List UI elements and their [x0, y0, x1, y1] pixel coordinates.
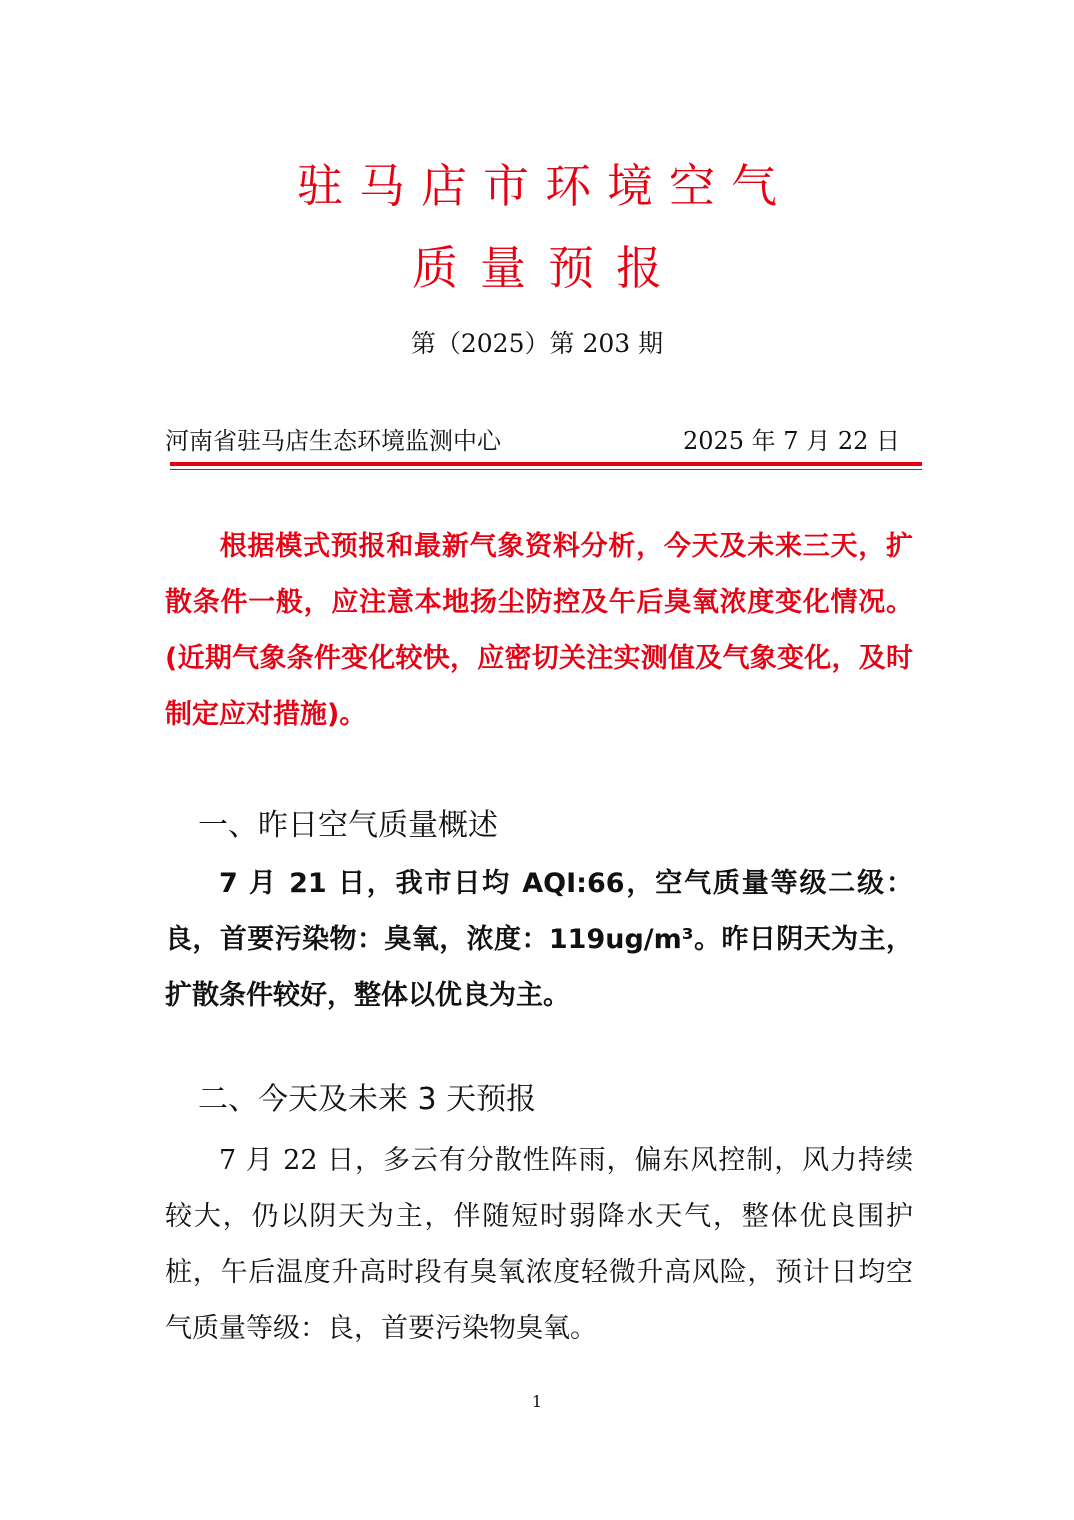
document-title-line1: 驻马店市环境空气	[297, 159, 793, 213]
header-divider-thin	[170, 469, 922, 470]
section1-text: 7 月 21 日，我市日均 AQI:66，空气质量等级二级：良，首要污染物：臭氧，浓度：119ug/m³。昨日阴天为主，扩散条件较好，整体以优良为主。	[165, 868, 913, 1011]
issuer-name: 河南省驻马店生态环境监测中心	[165, 427, 501, 455]
section2-heading: 二、今天及未来 3 天预报	[198, 1082, 537, 1117]
document-title-line2: 质量预报	[412, 241, 684, 295]
issue-date: 2025 年 7 月 22 日	[682, 427, 900, 455]
page-number: 1	[531, 1392, 543, 1411]
issuer-row	[165, 422, 900, 460]
section2-text: 7 月 22 日，多云有分散性阵雨，偏东风控制，风力持续较大，仍以阴天为主，伴随短时弱降水天气，整体优良围护桩，午后温度升高时段有臭氧浓度轻微升高风险，预计日均空气质量等级：良，首要污染物臭氧。	[165, 1145, 913, 1344]
issue-number: 第（2025）第 203 期	[410, 329, 664, 358]
section2-paragraph	[165, 1133, 913, 1357]
summary-paragraph	[165, 519, 913, 743]
section1-paragraph	[165, 856, 913, 1024]
header-divider-thick	[170, 462, 922, 466]
summary-text: 根据模式预报和最新气象资料分析，今天及未来三天，扩散条件一般，应注意本地扬尘防控及午后臭氧浓度变化情况。(近期气象条件变化较快，应密切关注实测值及气象变化，及时制定应对措施)。	[165, 531, 913, 730]
section1-heading: 一、昨日空气质量概述	[198, 808, 498, 843]
